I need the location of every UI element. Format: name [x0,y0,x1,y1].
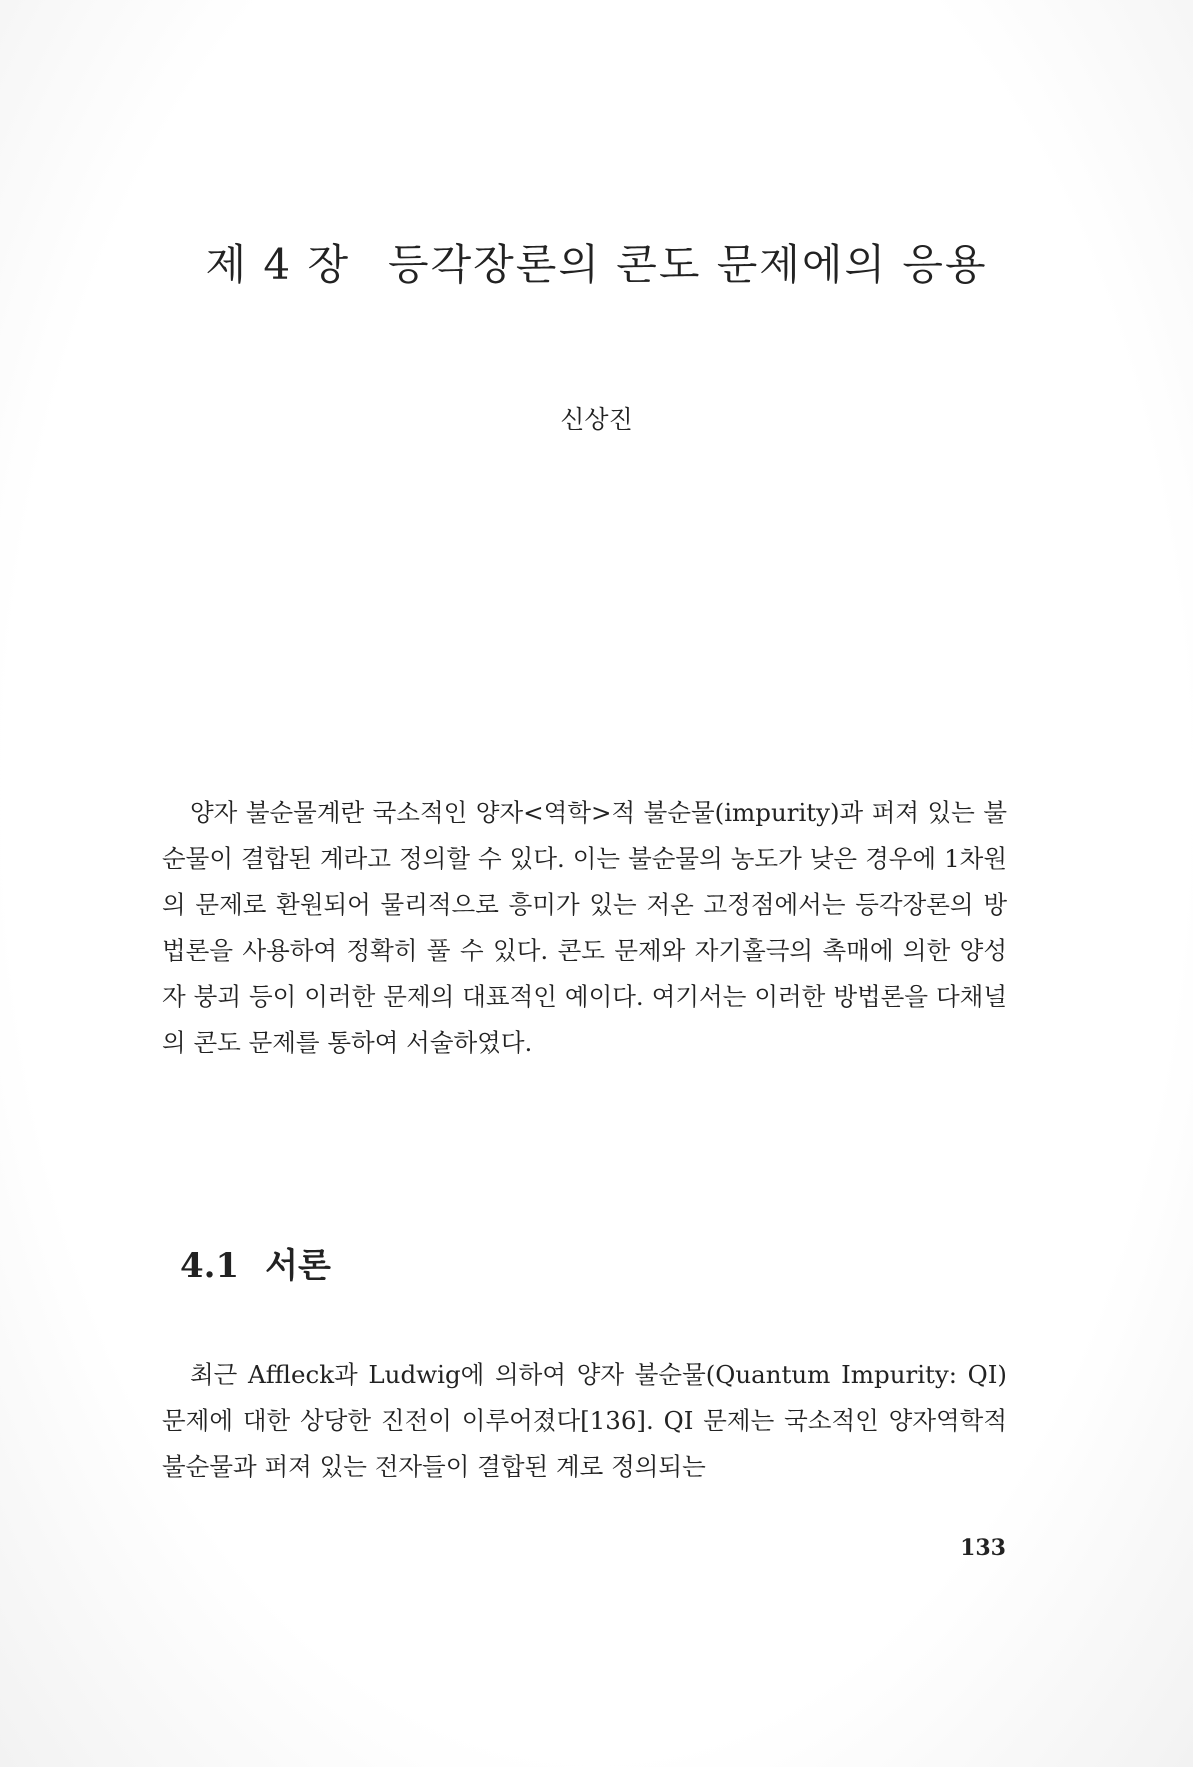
section-heading [180,1238,331,1287]
chapter-number: 제 4 장 [205,240,351,289]
body-paragraph: 최근 Affleck과 Ludwig에 의하여 양자 불순물(Quantum Impurity: QI) 문제에 대한 상당한 진전이 이루어졌다[136]. QI 문제는 국소적인 양자역학적 불순물과 퍼져 있는 전자들이 결합된 계로 정의되는 [162,1360,1007,1481]
section-title: 서론 [265,1246,331,1286]
abstract-paragraph: 양자 불순물계란 국소적인 양자<역학>적 불순물(impurity)과 퍼져 있는 불순물이 결합된 계라고 정의할 수 있다. 이는 불순물의 농도가 낮은 경우에 1차원의 문제로 환원되어 물리적으로 흥미가 있는 저온 고정점에서는 등각장론의 방법론을 사용하여 정확히 풀 수 있다. 콘도 문제와 자기홀극의 촉매에 의한 양성자 붕괴 등이 이러한 문제의 대표적인 예이다. 여기서는 이러한 방법론을 다채널의 콘도 문제를 통하여 서술하였다. [162,798,1007,1057]
page-number: 133 [960,1535,1006,1561]
section-number: 4.1 [180,1246,240,1286]
chapter-title-text: 등각장론의 콘도 문제에의 응용 [388,240,988,289]
chapter-title [0,232,1193,292]
author-name: 신상진 [560,405,633,434]
